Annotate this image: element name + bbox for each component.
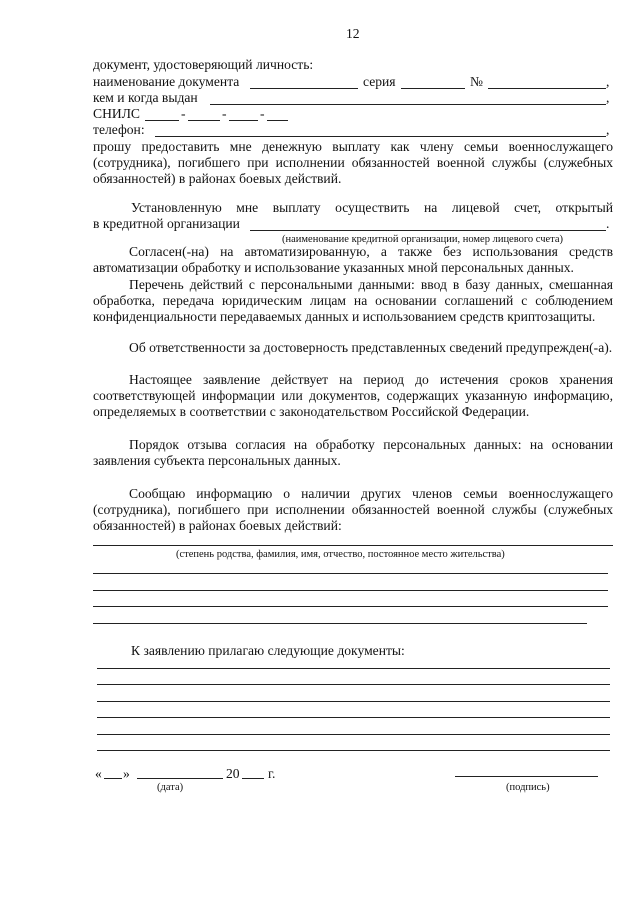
identity-heading: документ, удостоверяющий личность:	[93, 57, 314, 72]
snils-field-3[interactable]	[229, 120, 258, 121]
snils-field-2[interactable]	[188, 120, 220, 121]
comma-1: ,	[606, 74, 610, 89]
signature-field[interactable]	[455, 776, 598, 777]
number-field[interactable]	[488, 88, 606, 89]
request-paragraph: прошу предоставить мне денежную выплату как члену семьи военнослужащего (сотрудника), погибшего при исполнении обязанностей военной службы (служебных обязанностей) в районах боевых действий.	[93, 139, 613, 186]
bank-label: в кредитной организации	[93, 216, 240, 231]
attachment-line-4[interactable]	[97, 717, 610, 718]
comma-2: ,	[606, 90, 610, 105]
series-label: серия	[363, 74, 396, 89]
payment-line-1	[93, 200, 613, 216]
consent-paragraph	[93, 244, 613, 276]
phone-label: телефон:	[93, 122, 145, 137]
family-line-3[interactable]	[93, 590, 608, 591]
date-caption: (дата)	[157, 782, 184, 793]
family-line-2[interactable]	[93, 573, 608, 574]
snils-label: СНИЛС	[93, 106, 140, 121]
family-caption: (степень родства, фамилия, имя, отчество, постоянное место жительства)	[176, 549, 505, 560]
attachment-line-6[interactable]	[97, 750, 610, 751]
page-number: 12	[346, 26, 360, 41]
family-text: Сообщаю информацию о наличии других членов семьи военнослужащего (сотрудника), погибшего при исполнении обязанностей военной службы (служебных обязанностей) в районах боевых действий:	[93, 486, 613, 533]
attachment-line-3[interactable]	[97, 701, 610, 702]
attachment-line-1[interactable]	[97, 668, 610, 669]
liability-text: Об ответственности за достоверность представленных сведений предупрежден(-а).	[129, 340, 613, 355]
actions-text: Перечень действий с персональными данными: ввод в базу данных, смешанная обработка, передача юридическим лицам на основании соглашений с соблюдением конфиденциальности передаваемых данных и использованием средств криптозащиты.	[93, 277, 613, 324]
date-quote-open: «	[95, 766, 102, 781]
number-label: №	[470, 74, 483, 89]
validity-text: Настоящее заявление действует на период до истечения сроков хранения соответствующей информации или документов, содержащих указанную информацию, определяемых в соответствии с законодательством Российской Федерации.	[93, 372, 613, 419]
actions-paragraph	[93, 277, 613, 325]
signature-caption: (подпись)	[506, 782, 550, 793]
snils-dash-2: -	[222, 106, 227, 121]
validity-paragraph	[93, 372, 613, 420]
year-prefix: 20	[226, 766, 240, 781]
bank-field[interactable]	[250, 230, 606, 231]
attachments-label: К заявлению прилагаю следующие документы:	[131, 643, 405, 658]
liability-paragraph	[93, 340, 613, 356]
day-field[interactable]	[104, 778, 122, 779]
comma-3: ,	[606, 122, 610, 137]
period: .	[606, 216, 610, 231]
year-suffix: г.	[268, 766, 276, 781]
revocation-paragraph	[93, 437, 613, 469]
year-field[interactable]	[242, 778, 264, 779]
snils-dash-3: -	[260, 106, 265, 121]
consent-text: Согласен(-на) на автоматизированную, а также без использования средств автоматизации обработку и использование указанных мной персональных данных.	[93, 244, 613, 275]
snils-dash-1: -	[181, 106, 186, 121]
phone-field[interactable]	[155, 136, 606, 137]
series-field[interactable]	[401, 88, 465, 89]
snils-field-1[interactable]	[145, 120, 179, 121]
snils-field-4[interactable]	[267, 120, 288, 121]
attachment-line-2[interactable]	[97, 684, 610, 685]
attachment-line-5[interactable]	[97, 734, 610, 735]
payment-line-1-text: Установленную мне выплату осуществить на лицевой счет, открытый	[131, 200, 613, 215]
family-line-4[interactable]	[93, 606, 608, 607]
revocation-text: Порядок отзыва согласия на обработку персональных данных: на основании заявления субъекта персональных данных.	[93, 437, 613, 468]
bank-caption: (наименование кредитной организации, номер лицевого счета)	[282, 234, 564, 245]
family-paragraph	[93, 486, 613, 534]
date-quote-close: »	[123, 766, 130, 781]
doc-name-field[interactable]	[250, 88, 358, 89]
issued-label: кем и когда выдан	[93, 90, 198, 105]
doc-name-label: наименование документа	[93, 74, 240, 89]
family-line-5[interactable]	[93, 623, 587, 624]
family-line-1[interactable]	[93, 545, 613, 546]
month-field[interactable]	[137, 778, 223, 779]
issued-field[interactable]	[210, 104, 606, 105]
